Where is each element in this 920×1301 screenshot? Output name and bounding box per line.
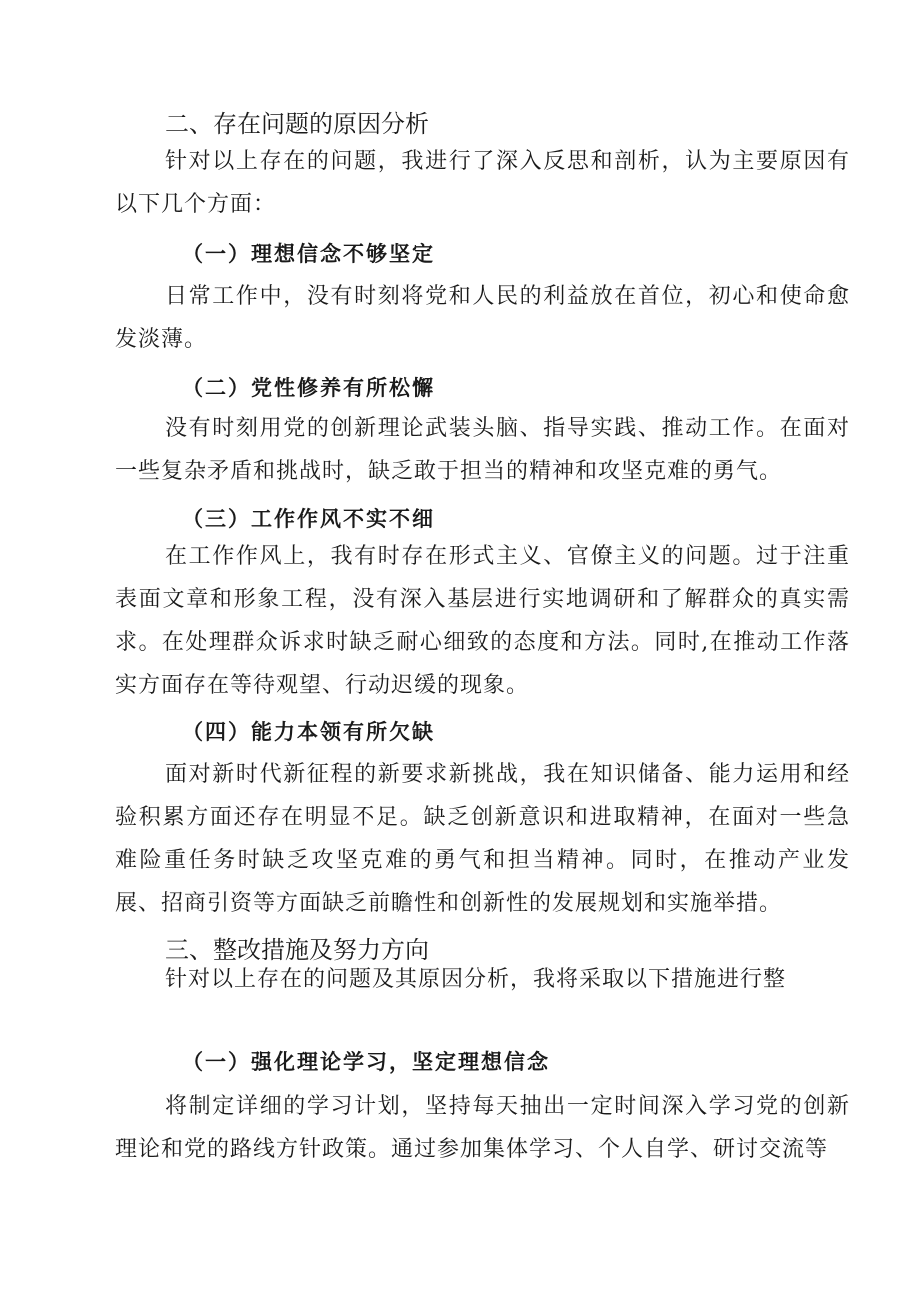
section2-item3-body: 在工作作风上，我有时存在形式主义、官僚主义的问题。过于注重表面文章和形象工程，没有深入基层进行实地调研和了解群众的真实需求。在处理群众诉求时缺乏耐心细致的态度和方法。同时,在推动工作落实方面存在等待观望、行动迟缓的现象。: [115, 544, 850, 698]
section2-item4-title: （四）能力本领有所欠缺: [182, 719, 435, 744]
section2-item4-body: 面对新时代新征程的新要求新挑战，我在知识储备、能力运用和经验积累方面还存在明显不足。缺乏创新意识和进取精神，在面对一些急难险重任务时缺乏攻坚克难的勇气和担当精神。同时，在推动产业发展、招商引资等方面缺乏前瞻性和创新性的发展规划和实施举措。: [115, 762, 850, 916]
section2-item1-title: （一）理想信念不够坚定: [182, 241, 435, 266]
section3-heading: 三、整改措施及努力方向: [165, 936, 429, 964]
section2-item2-title: （二）党性修养有所松懈: [182, 375, 435, 400]
section2-item1-body: 日常工作中，没有时刻将党和人民的利益放在首位，初心和使命愈发淡薄。: [115, 284, 850, 352]
section2-item2-body: 没有时刻用党的创新理论武装头脑、指导实践、推动工作。在面对一些复杂矛盾和挑战时，缺乏敢于担当的精神和攻坚克难的勇气。: [115, 416, 850, 484]
section3-item1-title: （一）强化理论学习，坚定理想信念: [182, 1049, 550, 1074]
section2-item3-title: （三）工作作风不实不细: [182, 506, 435, 531]
section3-item1-body: 将制定详细的学习计划，坚持每天抽出一定时间深入学习党的创新理论和党的路线方针政策。通过参加集体学习、个人自学、研讨交流等: [115, 1094, 850, 1162]
section3-intro: 针对以上存在的问题及其原因分析，我将采取以下措施进行整: [165, 967, 787, 992]
section2-heading: 二、存在问题的原因分析: [165, 110, 429, 138]
section2-intro: 针对以上存在的问题，我进行了深入反思和剖析，认为主要原因有以下几个方面：: [115, 149, 850, 217]
